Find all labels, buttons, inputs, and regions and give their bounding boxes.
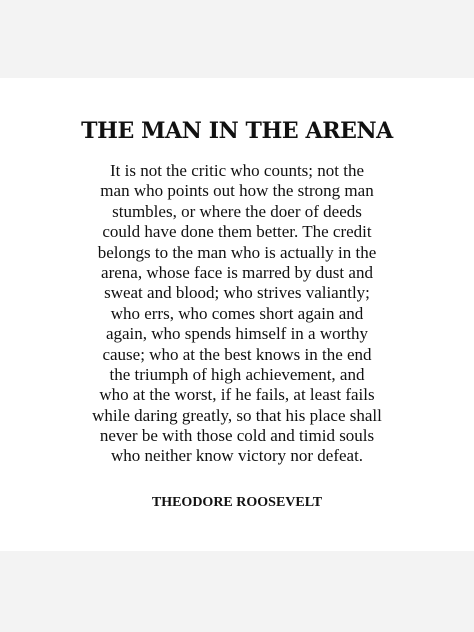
quote-line: sweat and blood; who strives valiantly; (104, 283, 370, 303)
quote-line: who at the worst, if he fails, at least fails (99, 385, 375, 405)
quote-line: again, who spends himself in a worthy (105, 324, 369, 344)
quote-line: arena, whose face is marred by dust and (101, 262, 373, 282)
quote-line: who errs, who comes short again and (110, 303, 364, 323)
quote-line: could have done them better. The credit (102, 222, 372, 242)
quote-line: the triumph of high achievement, and (109, 364, 365, 384)
quote-body (0, 161, 474, 467)
quote-line: cause; who at the best knows in the end (102, 344, 372, 364)
poster-title: THE MAN IN THE ARENA (81, 118, 393, 144)
quote-line: stumbles, or where the doer of deeds (112, 201, 362, 221)
quote-line: never be with those cold and timid souls (99, 426, 375, 446)
quote-line: who neither know victory nor defeat. (110, 446, 364, 466)
quote-author: THEODORE ROOSEVELT (151, 495, 323, 510)
quote-line: It is not the critic who counts; not the (109, 161, 364, 180)
quote-line: man who points out how the strong man (100, 181, 374, 201)
quote-line: belongs to the man who is actually in the (97, 242, 377, 262)
quote-line: while daring greatly, so that his place shall (92, 405, 382, 425)
